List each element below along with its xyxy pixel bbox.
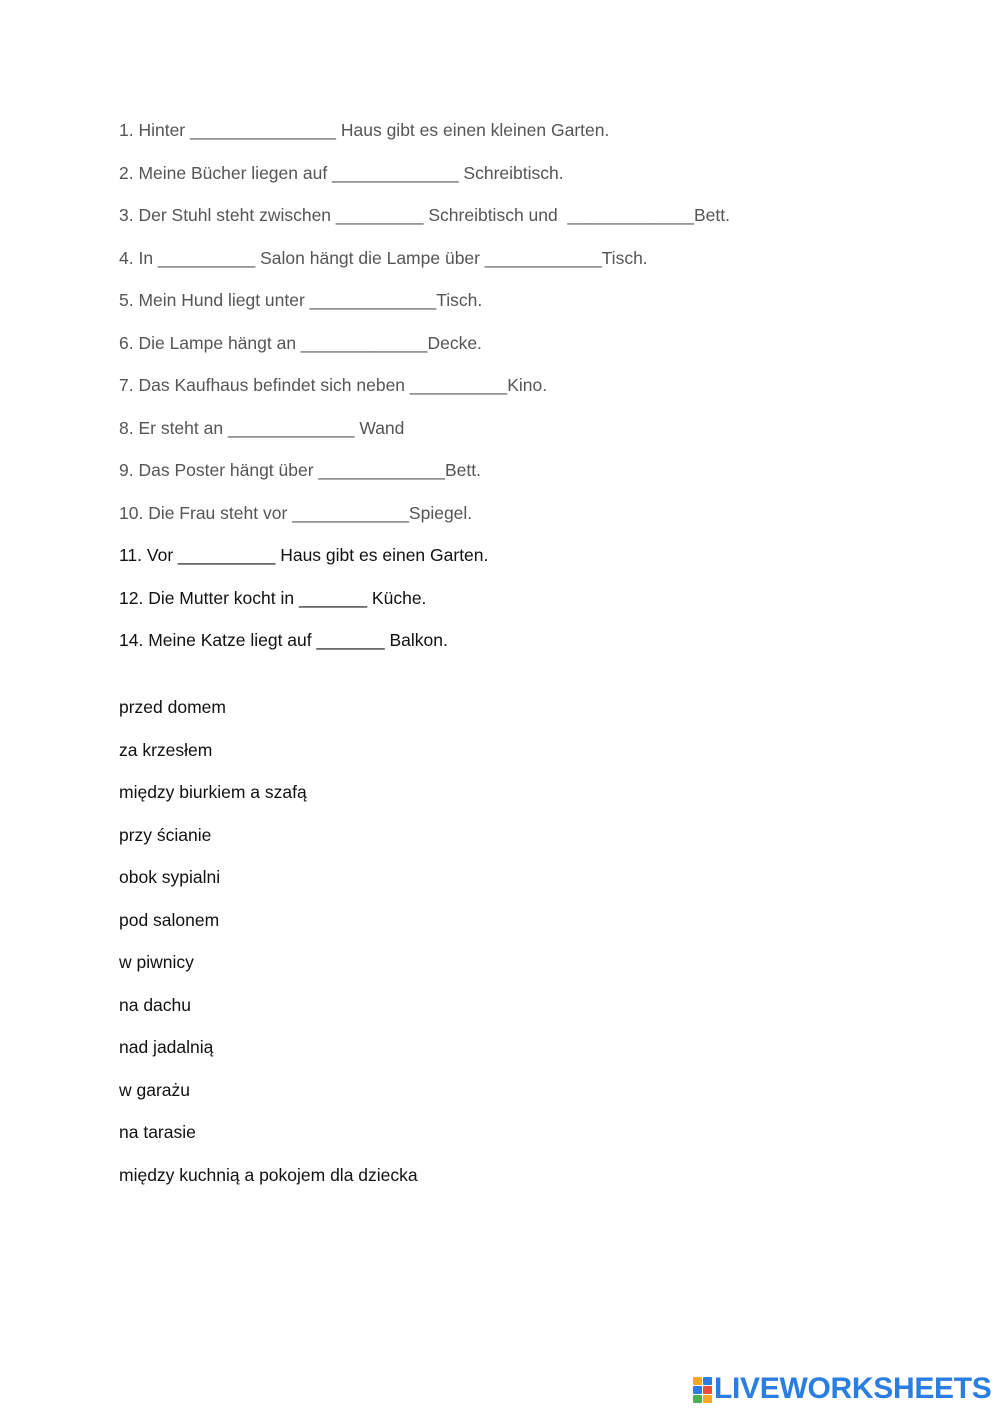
exercise-sentence: 7. Das Kaufhaus befindet sich neben __________Kino. — [119, 375, 548, 395]
liveworksheets-logo-icon — [693, 1376, 712, 1402]
phrase-item: za krzesłem — [119, 739, 213, 760]
phrase-item: na dachu — [119, 994, 192, 1015]
exercise-sentence: 12. Die Mutter kocht in _______ Küche. — [119, 587, 427, 608]
exercise-sentence: 9. Das Poster hängt über _____________Bett. — [119, 460, 481, 480]
exercise-sentence: 1. Hinter _______________ Haus gibt es einen kleinen Garten. — [119, 120, 610, 140]
phrase-item: pod salonem — [119, 909, 220, 930]
exercise-sentence: 5. Mein Hund liegt unter _____________Tisch. — [119, 290, 483, 310]
logo-text: LIVEWORKSHEETS — [714, 1372, 992, 1405]
phrase-item: przed domem — [119, 697, 226, 717]
phrase-item: przy ścianie — [119, 824, 212, 845]
phrase-item: obok sypialni — [119, 867, 221, 887]
exercise-sentence: 4. In __________ Salon hängt die Lampe über ____________Tisch. — [119, 247, 648, 268]
exercise-sentence: 11. Vor __________ Haus gibt es einen Garten. — [119, 545, 489, 565]
exercise-sentence: 2. Meine Bücher liegen auf _____________ Schreibtisch. — [119, 162, 564, 183]
exercise-list — [119, 116, 959, 669]
exercise-sentence: 14. Meine Katze liegt auf _______ Balkon. — [119, 630, 448, 650]
phrase-item: w piwnicy — [119, 952, 194, 972]
exercise-sentence: 8. Er steht an _____________ Wand — [119, 417, 405, 438]
phrase-item: nad jadalnią — [119, 1037, 214, 1057]
exercise-sentence: 10. Die Frau steht vor ____________Spiegel. — [119, 502, 473, 523]
phrase-item: między biurkiem a szafą — [119, 782, 307, 802]
phrase-item: na tarasie — [119, 1122, 196, 1142]
exercise-sentence: 3. Der Stuhl steht zwischen _________ Schreibtisch und _____________Bett. — [119, 205, 730, 225]
liveworksheets-logo — [693, 1374, 992, 1404]
exercise-sentence: 6. Die Lampe hängt an _____________Decke. — [119, 332, 482, 353]
phrase-item: w garażu — [119, 1079, 191, 1100]
phrase-item: między kuchnią a pokojem dla dziecka — [119, 1164, 418, 1185]
polish-phrase-list — [119, 693, 719, 1203]
